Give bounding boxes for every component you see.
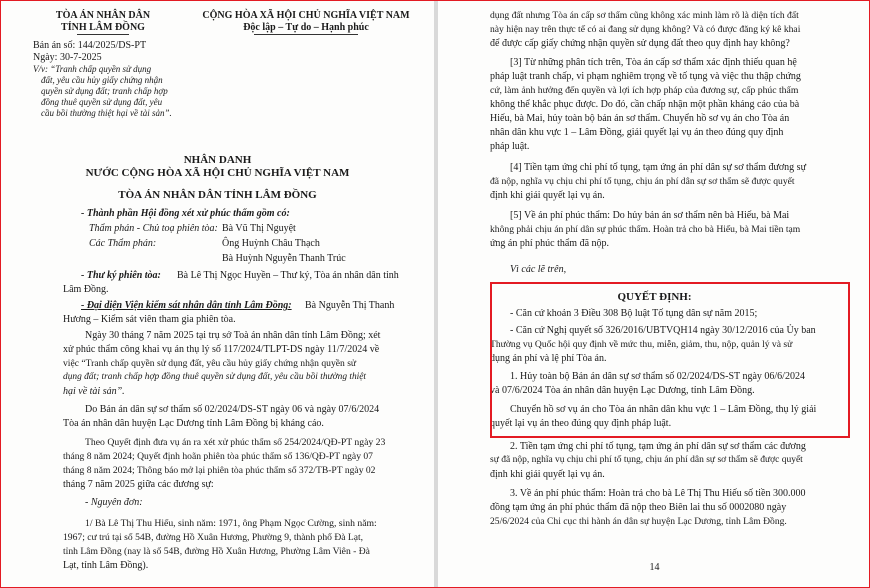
judge-name: Bà Huỳnh Nguyễn Thanh Trúc (222, 253, 346, 264)
body-line: Ngày 30 tháng 7 năm 2025 tại trụ sở Toà án nhân dân tỉnh Lâm Đồng; xét (85, 330, 381, 341)
national-motto: Độc lập – Tự do – Hạnh phúc (243, 22, 369, 33)
body-line: tháng 7 năm 2025 giữa các đương sự: (63, 479, 214, 490)
case-number: Bản án số: 144/2025/DS-PT (33, 40, 147, 51)
case-subject-line: đồng thuê quyền sử dụng đất, yêu (41, 97, 163, 107)
judge-name: Ông Huỳnh Châu Thạch (222, 238, 320, 249)
decision-line: - Căn cứ Nghị quyết số 326/2016/UBTVQH14 ngày 30/12/2016 của Ủy ban (510, 325, 816, 336)
body-line: Hiếu, bà Mai, hủy toàn bộ bản án sơ thẩm. Chuyển hồ sơ vụ án cho Tòa án (490, 113, 790, 124)
decision-highlight-box (490, 282, 850, 438)
body-line: ứng án phí phúc thẩm đã nộp. (490, 238, 610, 249)
decision-line: và 07/6/2024 Tòa án nhân dân huyện Lạc Dương, tỉnh Lâm Đồng. (490, 385, 755, 396)
decision-line: sự đã nộp, nghĩa vụ chịu chi phí tố tụng, chịu án phí dân sự sơ thẩm sẽ được quyết (490, 455, 803, 465)
decision-line: 3. Về án phí phúc thẩm: Hoàn trả cho bà Lê Thị Thu Hiếu số tiền 300.000 (510, 488, 806, 499)
clerk-text: Lâm Đồng. (63, 284, 109, 295)
body-line: Vì các lẽ trên, (510, 264, 567, 275)
body-line: này hiện nay trên thực tế có ai đang sử dụng không? Và có được đăng ký kê khai (490, 24, 801, 35)
body-line: [4] Tiền tạm ứng chi phí tố tụng, tạm ứng án phí dân sự sơ thẩm đương sự (510, 162, 806, 173)
plaintiff-label: - Nguyên đơn: (85, 497, 143, 508)
body-line: hại về tài sản”. (63, 386, 125, 397)
court-name-line-2: TỈNH LÂM ĐỒNG (61, 22, 145, 33)
page-number: 14 (649, 562, 660, 573)
body-line: tỉnh Lâm Đồng (nay là số 54B, đường Hồ Xuân Hương, Phường Lâm Viên - Đà (63, 546, 370, 557)
body-line: Lạt, tỉnh Lâm Đồng). (63, 560, 149, 571)
court-name-underline (77, 34, 129, 35)
body-line: pháp luật tranh chấp, vi phạm nghiêm trọng về tố tụng và việc thu thập chứng (490, 71, 801, 82)
body-line: Theo Quyết định đưa vụ án ra xét xử phúc thẩm số 254/2024/QĐ-PT ngày 23 (85, 437, 386, 448)
body-line: định khi giải quyết lại vụ án. (490, 190, 605, 201)
nation-heading: NƯỚC CỘNG HÒA XÃ HỘI CHỦ NGHĨA VIỆT NAM (85, 167, 350, 179)
decision-title: QUYẾT ĐỊNH: (617, 291, 692, 303)
decision-line: - Căn cứ khoản 3 Điều 308 Bộ luật Tố tụng dân sự năm 2015; (510, 308, 758, 319)
case-subject-line: cầu bồi thường thiệt hại về tài sản”. (41, 108, 172, 118)
decision-line: quyết lại vụ án theo đúng quy định pháp luật. (490, 418, 672, 429)
motto-underline (254, 34, 358, 35)
decision-line: đồng tạm ứng án phí phúc thẩm đã nộp theo Biên lai thu số 0002080 ngày (490, 502, 787, 513)
body-line: [3] Từ những phân tích trên, Tòa án cấp sơ thẩm xác định thiếu quan hệ (510, 57, 797, 68)
judges-label: Các Thẩm phán: (89, 238, 157, 249)
body-line: việc “Tranh chấp quyền sử dụng đất, yêu cầu hủy giấy chứng nhận quyền sử (63, 358, 357, 369)
body-line: nhân dân khu vực 1 – Lâm Đồng, giải quyết lại vụ án theo đúng quy định (490, 127, 784, 138)
body-line: đã nộp, nghĩa vụ chịu chi phí tố tụng, chịu án phí dân sự sơ thẩm sẽ được quyết (490, 176, 795, 187)
body-line: không thể khắc phục được. Do đó, cần chấp nhận một phần kháng cáo của bà (490, 99, 800, 110)
body-line: 1/ Bà Lê Thị Thu Hiếu, sinh năm: 1971, ông Phạm Ngọc Cường, sinh năm: (85, 518, 377, 529)
clerk-text: Bà Lê Thị Ngọc Huyền – Thư ký, Tòa án nhân dân tỉnh (177, 270, 399, 281)
body-line: tháng 8 năm 2024; Thông báo mở lại phiên tòa phúc thẩm số 372/TB-PT ngày 02 (63, 465, 376, 476)
decision-line: 2. Tiền tạm ứng chi phí tố tụng, tạm ứng án phí dân sự sơ thẩm các đương (510, 441, 806, 452)
case-subject-line: quyền sử dụng đất; tranh chấp hợp (41, 86, 168, 96)
in-name-of-heading: NHÂN DANH (183, 154, 252, 166)
body-line: 1967; cư trú tại số 54B, đường Hồ Xuân Hương, Phường 9, thành phố Đà Lạt, (63, 532, 364, 543)
clerk-label: - Thư ký phiên tòa: (81, 270, 161, 281)
republic-heading: CỘNG HÒA XÃ HỘI CHỦ NGHĨA VIỆT NAM (202, 10, 410, 21)
court-name-line-1: TÒA ÁN NHÂN DÂN (55, 10, 151, 21)
panel-heading: - Thành phần Hội đồng xét xử phúc thẩm gồm có: (81, 208, 290, 219)
case-subject-line: V/v: “Tranh chấp quyền sử dụng (33, 64, 152, 74)
body-line: dụng đất; tranh chấp hợp đồng thuê quyền sử dụng đất, yêu cầu bồi thường thiệt (63, 372, 367, 382)
body-line: tháng 8 năm 2024; Quyết định hoãn phiên tòa phúc thẩm số 136/QĐ-PT ngày 07 (63, 451, 373, 462)
presiding-judge-name: Bà Vũ Thị Nguyệt (222, 223, 296, 234)
presiding-judge-label: Thẩm phán - Chủ toạ phiên tòa: (89, 223, 218, 234)
decision-line: Chuyển hồ sơ vụ án cho Tòa án nhân dân khu vực 1 – Lâm Đồng, thụ lý giải (510, 404, 817, 415)
procuracy-text: Bà Nguyễn Thị Thanh (305, 300, 395, 311)
decision-line: dụng án phí và lệ phí Tòa án. (490, 353, 607, 364)
left-document-page (1, 1, 434, 588)
procuracy-text: Hương – Kiểm sát viên tham gia phiên tòa. (63, 314, 236, 325)
decision-line: Thường vụ Quốc hội quy định về mức thu, miễn, giảm, thu, nộp, quản lý và sử (490, 339, 793, 350)
body-line: để được cấp giấy chứng nhận quyền sử dụng đất theo quy định hay không? (490, 38, 790, 49)
body-line: dụng đất nhưng Tòa án cấp sơ thẩm cũng không xác minh làm rõ là diện tích đất (490, 10, 799, 21)
body-line: [5] Về án phí phúc thẩm: Do hủy bản án sơ thẩm nên bà Hiếu, bà Mai (510, 210, 790, 221)
body-line: Tòa án nhân dân huyện Lạc Dương tỉnh Lâm Đồng bị kháng cáo. (63, 418, 324, 429)
procuracy-label: - Đại diện Viện kiểm sát nhân dân tỉnh Lâm Đồng: (81, 300, 292, 311)
decision-line: định khi giải quyết lại vụ án. (490, 469, 605, 480)
body-line: Do Bản án dân sự sơ thẩm số 02/2024/DS-ST ngày 06 và ngày 07/6/2024 (85, 404, 380, 415)
court-full-name: TÒA ÁN NHÂN DÂN TỈNH LÂM ĐỒNG (118, 189, 317, 201)
body-line: cứ, làm ảnh hưởng đến quyền và lợi ích hợp pháp của đương sự, cấp phúc thẩm (490, 85, 799, 96)
body-line: không phải chịu án phí dân sự phúc thẩm. Hoàn trả cho bà Hiếu, bà Mai tiền tạm (490, 224, 801, 235)
judgment-date: Ngày: 30-7-2025 (33, 52, 102, 63)
decision-line: 25/6/2024 của Chi cục thi hành án dân sự huyện Lạc Dương, tỉnh Lâm Đồng. (490, 516, 787, 527)
case-subject-line: đất, yêu cầu hủy giấy chứng nhận (41, 75, 163, 85)
decision-line: 1. Hủy toàn bộ Bản án dân sự sơ thẩm số 02/2024/DS-ST ngày 06/6/2024 (510, 371, 805, 382)
body-line: xử phúc thẩm công khai vụ án thụ lý số 117/2024/TLPT-DS ngày 11/7/2024 về (63, 344, 380, 355)
body-line: pháp luật. (490, 141, 530, 152)
